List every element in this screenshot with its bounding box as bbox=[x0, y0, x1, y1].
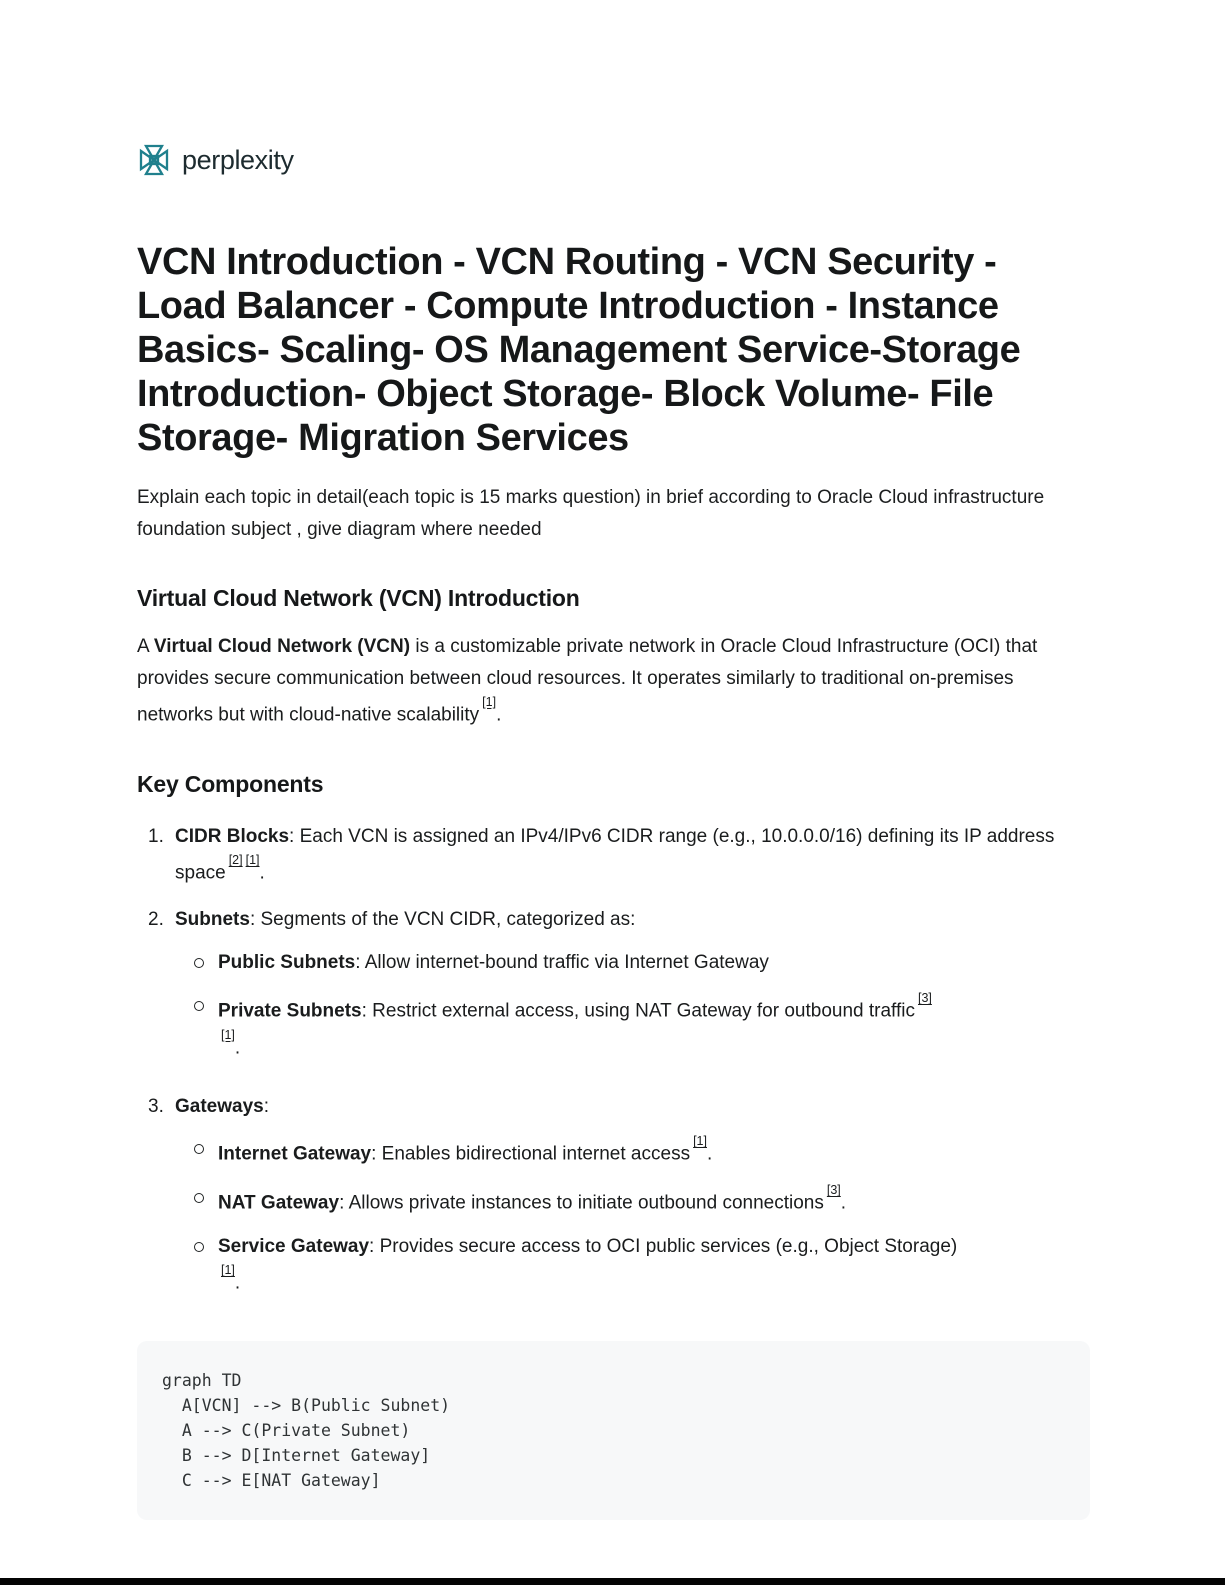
code-line: B --> D[Internet Gateway] bbox=[162, 1446, 431, 1466]
item-text: : bbox=[263, 1095, 270, 1117]
sub-item-private-subnets bbox=[175, 990, 1090, 1064]
sub-item-body bbox=[218, 1231, 1090, 1299]
bullet-circle-icon bbox=[194, 1242, 204, 1252]
sub-item-body bbox=[218, 947, 1090, 979]
item-text: . bbox=[234, 1272, 241, 1294]
perplexity-logo-icon bbox=[137, 143, 171, 177]
paragraph-text: . bbox=[496, 704, 502, 726]
sub-item-service-gateway bbox=[175, 1231, 1090, 1299]
item-term: Service Gateway bbox=[218, 1235, 370, 1257]
item-text: . bbox=[259, 862, 265, 884]
gateways-sublist bbox=[175, 1133, 1090, 1299]
paragraph-text: A bbox=[137, 636, 154, 657]
item-text: : Enables bidirectional internet access bbox=[371, 1143, 691, 1165]
vcn-intro-paragraph bbox=[137, 631, 1090, 731]
citation-link[interactable]: [3] bbox=[917, 991, 932, 1006]
bullet-circle-icon bbox=[194, 1193, 204, 1203]
item-term: NAT Gateway bbox=[218, 1192, 340, 1214]
item-term: Private Subnets bbox=[218, 1000, 362, 1022]
sub-item-body bbox=[218, 1182, 1090, 1219]
item-term: Gateways bbox=[175, 1095, 264, 1117]
list-item-cidr-blocks bbox=[148, 821, 1090, 889]
bullet-circle-icon bbox=[194, 1144, 204, 1154]
citation-link[interactable]: [1] bbox=[693, 1134, 707, 1149]
page-bottom-edge-bar bbox=[0, 1578, 1225, 1585]
bullet-circle-icon bbox=[194, 1001, 204, 1011]
code-line: C --> E[NAT Gateway] bbox=[162, 1471, 381, 1491]
subnets-sublist bbox=[175, 947, 1090, 1064]
code-line: A --> C(Private Subnet) bbox=[162, 1421, 411, 1441]
code-content bbox=[162, 1368, 1065, 1493]
item-text: : Each VCN is assigned an IPv4/IPv6 CIDR range (e.g., 10.0.0.0/16) defining its IP address space bbox=[175, 825, 1055, 884]
list-number: 3. bbox=[148, 1095, 164, 1117]
item-text: . bbox=[840, 1192, 847, 1214]
item-term: CIDR Blocks bbox=[175, 825, 290, 847]
item-text: : Allows private instances to initiate outbound connections bbox=[339, 1192, 824, 1214]
paragraph-bold-term: Virtual Cloud Network (VCN) bbox=[153, 636, 411, 657]
key-components-list bbox=[137, 821, 1090, 1311]
item-text: : Segments of the VCN CIDR, categorized as: bbox=[249, 909, 636, 931]
paragraph-text: is a customizable private network in Oracle Cloud Infrastructure (OCI) that provides secure communication between cloud resources. It operates similarly to traditional on-premises networks but with cloud-native scalability bbox=[137, 636, 1038, 726]
brand-header bbox=[137, 142, 1090, 178]
list-item-body bbox=[175, 1091, 1090, 1311]
sub-item-nat-gateway bbox=[175, 1182, 1090, 1219]
citation-link[interactable]: [1] bbox=[482, 695, 497, 709]
list-item-gateways bbox=[148, 1091, 1090, 1311]
item-term: Public Subnets bbox=[218, 951, 356, 973]
item-text: : Restrict external access, using NAT Gateway for outbound traffic bbox=[361, 1000, 915, 1022]
citation-link[interactable]: [3] bbox=[826, 1183, 841, 1198]
list-item-subnets bbox=[148, 904, 1090, 1076]
citation-link[interactable]: [1] bbox=[221, 1263, 235, 1278]
sub-item-body bbox=[218, 990, 1090, 1064]
item-text: : Provides secure access to OCI public services (e.g., Object Storage) bbox=[369, 1235, 958, 1257]
code-line: A[VCN] --> B(Public Subnet) bbox=[162, 1396, 451, 1416]
item-term: Internet Gateway bbox=[218, 1143, 372, 1165]
document-content bbox=[137, 142, 1090, 1520]
item-term: Subnets bbox=[175, 909, 250, 931]
citation-link[interactable]: [2] bbox=[228, 853, 243, 868]
item-text: . bbox=[706, 1143, 713, 1165]
page-title: VCN Introduction - VCN Routing - VCN Security - Load Balancer - Compute Introduction - Instance Basics- Scaling- OS Management Service-Storage Introduction- Object Storage- Block Volume- File Storage- Migration Services bbox=[137, 241, 1021, 459]
list-number: 2. bbox=[148, 909, 164, 931]
user-prompt-text: Explain each topic in detail(each topic is 15 marks question) in brief according to Oracle Cloud infrastructure foundation subject , give diagram where needed bbox=[137, 487, 1045, 540]
item-text: : Allow internet-bound traffic via Internet Gateway bbox=[355, 951, 769, 973]
list-number: 1. bbox=[148, 825, 164, 847]
mermaid-code-block bbox=[137, 1341, 1090, 1520]
section-heading-key-components: Key Components bbox=[137, 770, 324, 797]
bullet-circle-icon bbox=[194, 958, 204, 968]
section-heading-vcn-introduction: Virtual Cloud Network (VCN) Introduction bbox=[137, 585, 580, 611]
item-text: . bbox=[234, 1037, 241, 1059]
code-line: graph TD bbox=[162, 1371, 242, 1391]
citation-link[interactable]: [1] bbox=[221, 1027, 235, 1042]
sub-item-internet-gateway bbox=[175, 1133, 1090, 1170]
perplexity-wordmark: perplexity bbox=[182, 144, 294, 175]
list-item-body bbox=[175, 821, 1090, 889]
sub-item-public-subnets bbox=[175, 947, 1090, 979]
sub-item-body bbox=[218, 1133, 1090, 1170]
citation-link[interactable]: [1] bbox=[245, 853, 260, 868]
list-item-body bbox=[175, 904, 1090, 1076]
